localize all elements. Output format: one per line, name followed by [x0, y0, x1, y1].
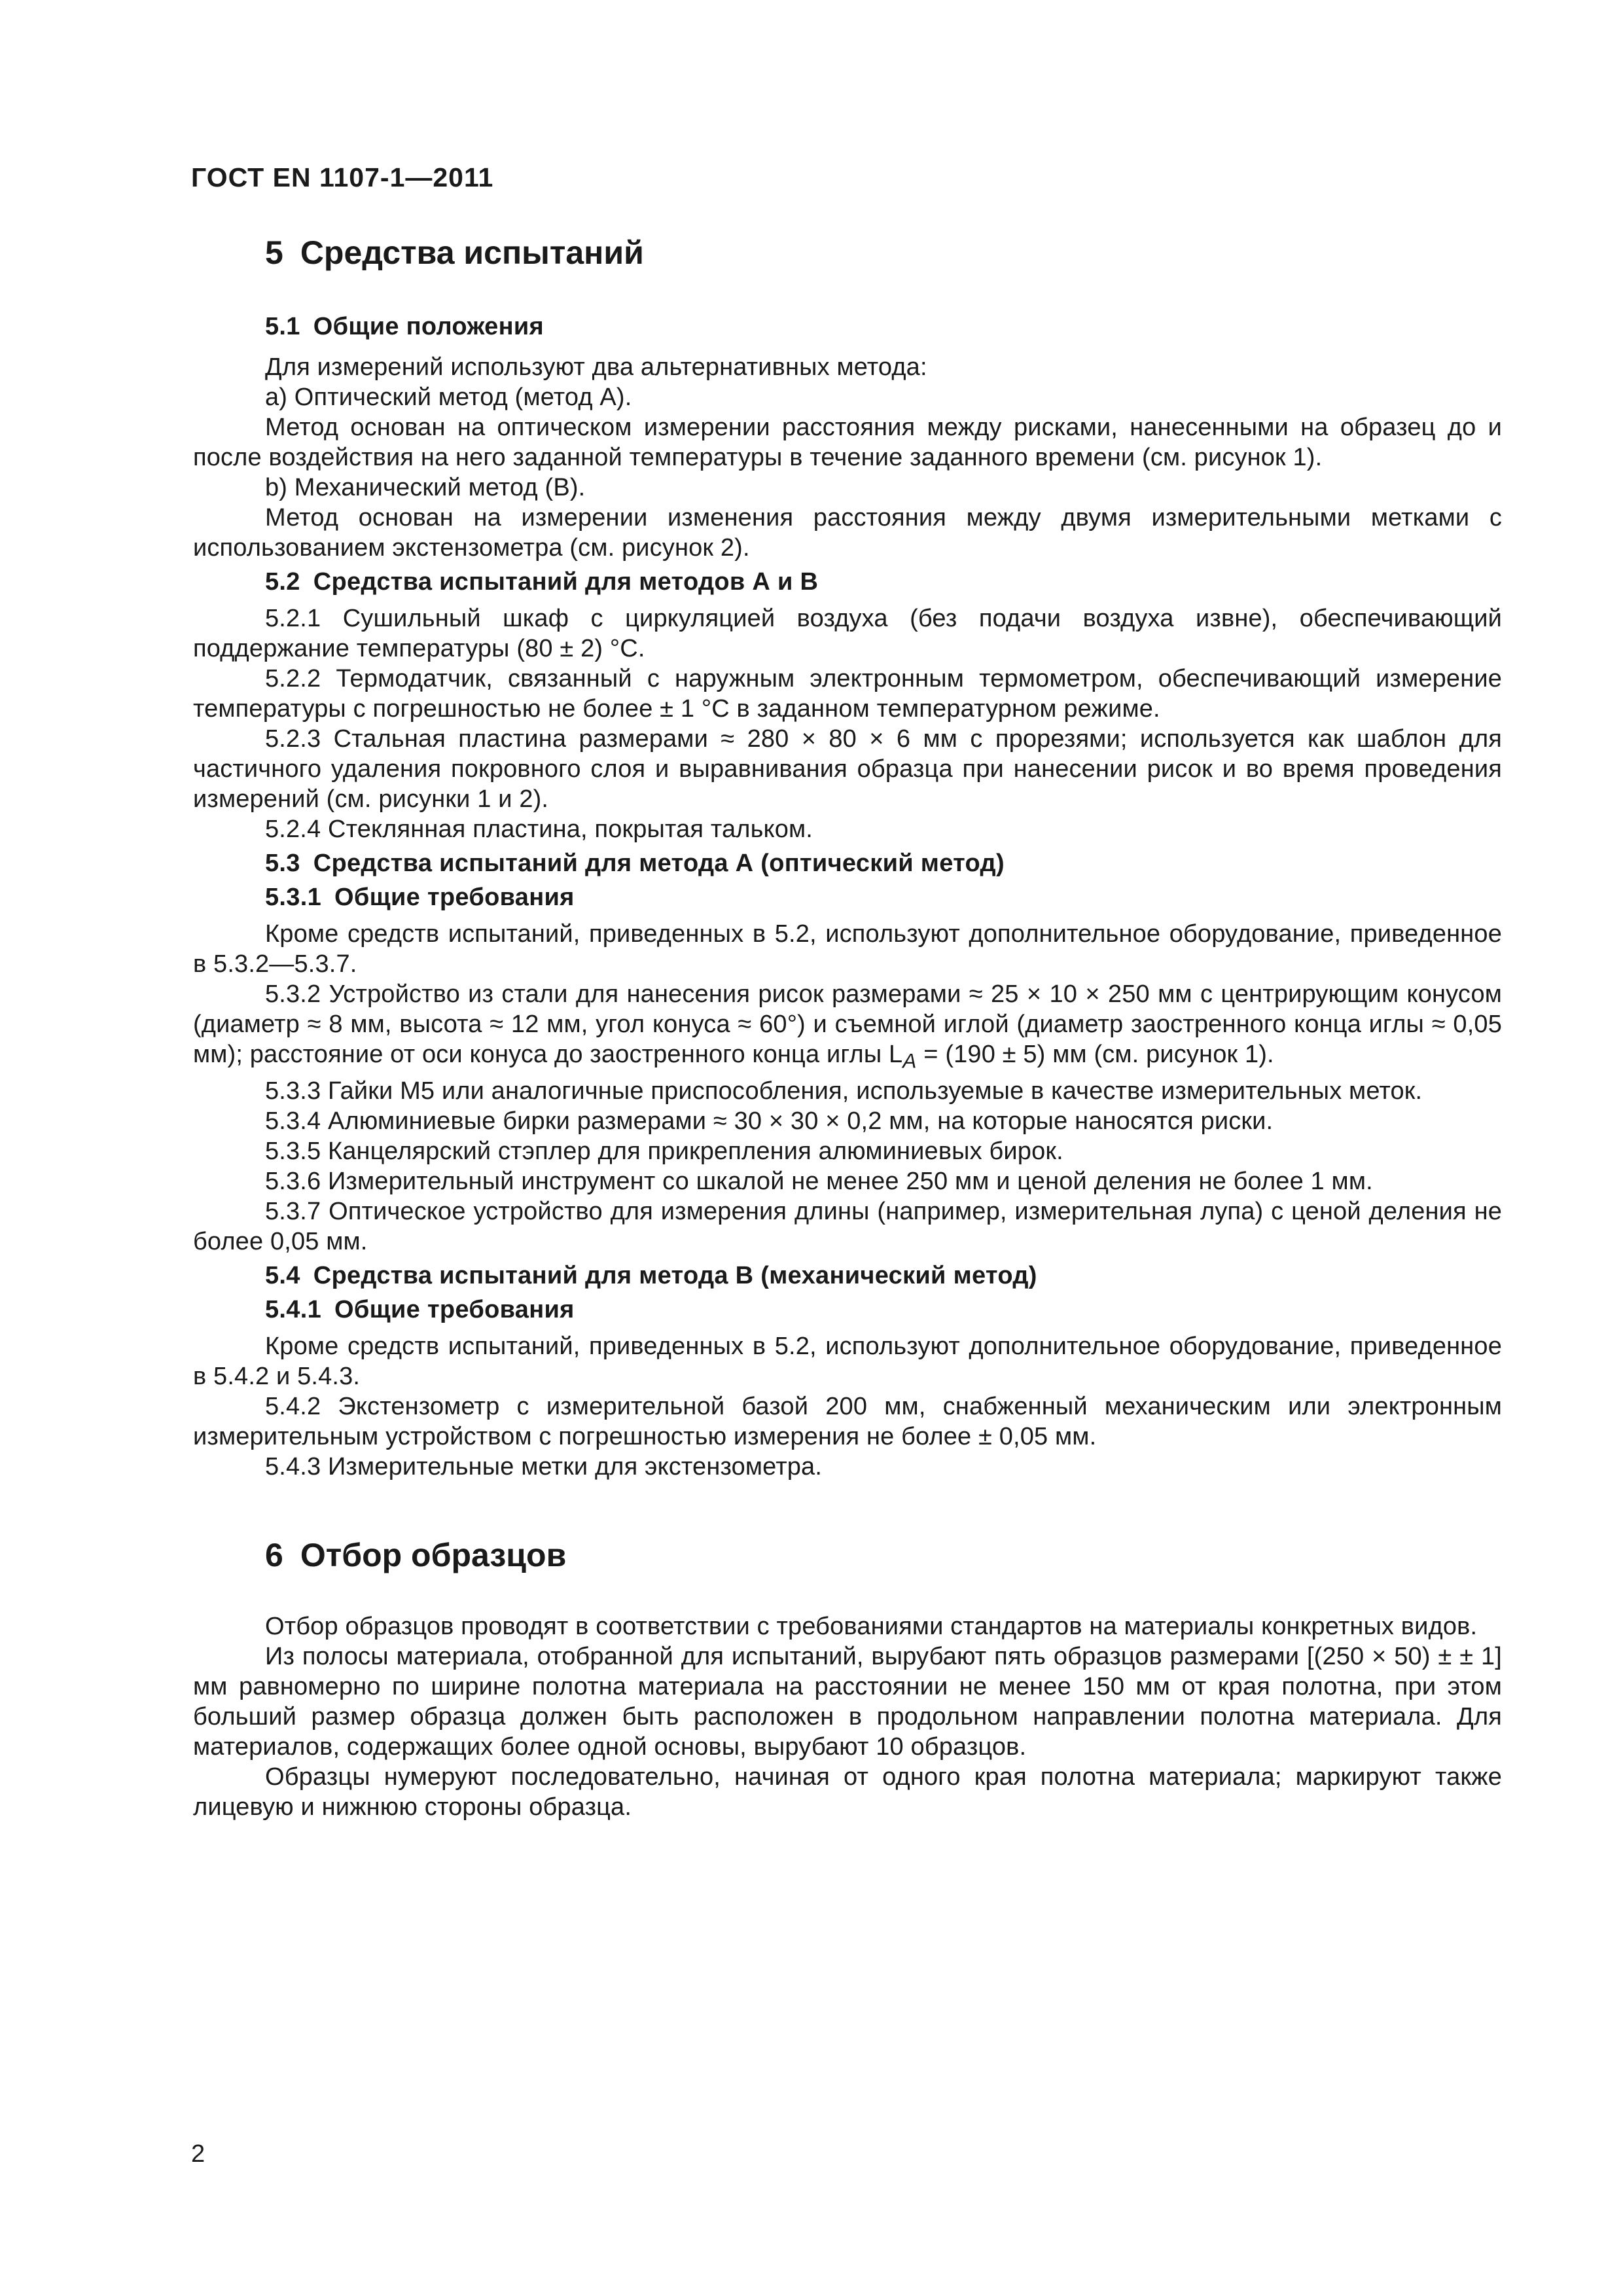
paragraph: 5.4.3 Измерительные метки для экстензометра.: [265, 1452, 823, 1480]
paragraph: 5.2.3 Стальная пластина размерами ≈ 280 × 80 × 6 мм с прорезями; используется как шаблон для частичного удаления покровного слоя и выравнивания образца при нанесении рисок и во время проведения измерений (см. рисунки 1 и 2).: [193, 725, 1502, 813]
paragraph: 5.3.3 Гайки М5 или аналогичные приспособления, используемые в качестве измерительных меток.: [265, 1077, 1423, 1105]
paragraph: 5.3.7 Оптическое устройство для измерения длины (например, измерительная лупа) с ценой деления не более 0,05 мм.: [193, 1197, 1502, 1255]
paragraph: Метод основан на оптическом измерении расстояния между рисками, нанесенными на образец до и после воздействия на него заданной температуры в течение заданного времени (см. рисунок 1).: [193, 414, 1502, 471]
subsection-title: Средства испытаний для метода А (оптический метод): [313, 850, 1005, 877]
paragraph: Отбор образцов проводят в соответствии с требованиями стандартов на материалы конкретных видов.: [265, 1612, 1478, 1640]
paragraph: 5.3.6 Измерительный инструмент со шкалой не менее 250 мм и ценой деления не более 1 мм.: [265, 1167, 1373, 1195]
paragraph: 5.2.2 Термодатчик, связанный с наружным электронным термометром, обеспечивающий измерение температуры с погрешностью не более ± 1 °С в заданном температурном режиме.: [193, 665, 1502, 723]
section-5-heading: [265, 229, 1502, 276]
section-number: 6: [265, 1536, 283, 1573]
paragraph: 5.4.2 Экстензометр с измерительной базой 200 мм, снабженный механическим или электронным измерительным устройством с погрешностью измерения не более ± 0,05 мм.: [193, 1392, 1502, 1450]
subsection-5-4-heading: [265, 1261, 1502, 1291]
subscript: A: [902, 1049, 917, 1073]
paragraph: Метод основан на измерении изменения расстояния между двумя измерительными метками с использованием экстензометра (см. рисунок 2).: [193, 504, 1502, 562]
paragraph: Для измерений используют два альтернативных метода:: [265, 353, 927, 381]
paragraph: Кроме средств испытаний, приведенных в 5.2, используют дополнительное оборудование, приведенное в 5.4.2 и 5.4.3.: [193, 1332, 1502, 1390]
subsection-number: 5.4.1: [265, 1295, 322, 1323]
subsection-5-3-heading: [265, 848, 1502, 878]
paragraph: 5.2.1 Сушильный шкаф с циркуляцией воздуха (без подачи воздуха извне), обеспечивающий поддержание температуры (80 ± 2) °С.: [193, 605, 1502, 662]
paragraph-text: 5.3.2 Устройство из стали для нанесения рисок размерами ≈ 25 × 10 × 250 мм с центрирующим конусом (диаметр ≈ 8 мм, высота ≈ 12 мм, угол конуса ≈ 60°) и съемной иглой (диаметр заостренного конца иглы ≈ 0,05 мм); расстояние от оси конуса до заостренного конца иглы L: [193, 980, 1502, 1068]
section-title: Средства испытаний: [300, 234, 644, 271]
subsection-title: Общие требования: [334, 1295, 575, 1323]
subsection-5-2-heading: [265, 567, 1502, 597]
list-item-a: a) Оптический метод (метод А).: [265, 384, 632, 411]
subsection-title: Средства испытаний для методов А и В: [313, 568, 819, 596]
subsection-number: 5.2: [265, 568, 300, 596]
section-6-heading: [265, 1532, 1502, 1579]
paragraph: 5.2.4 Стеклянная пластина, покрытая тальком.: [265, 816, 813, 843]
page-content: [193, 229, 1502, 1822]
subsection-title: Средства испытаний для метода В (механический метод): [313, 1261, 1037, 1289]
paragraph: Из полосы материала, отобранной для испытаний, вырубают пять образцов размерами [(250 × 50) ± ± 1] мм равномерно по ширине полотна материала на расстоянии не менее 150 мм от края полотна, при этом больший размер образца должен быть расположен в продольном направлении полотна материала. Для материалов, содержащих более одной основы, вырубают 10 образцов.: [193, 1642, 1502, 1761]
page-number: 2: [191, 2140, 205, 2168]
subsection-number: 5.4: [265, 1261, 300, 1289]
subsection-title: Общие положения: [313, 313, 544, 340]
paragraph-text-end: = (190 ± 5) мм (см. рисунок 1).: [916, 1041, 1274, 1068]
subsection-number: 5.3: [265, 850, 300, 877]
section-title: Отбор образцов: [300, 1536, 567, 1573]
paragraph: Образцы нумеруют последовательно, начиная от одного края полотна материала; маркируют также лицевую и нижнюю стороны образца.: [193, 1763, 1502, 1821]
subsection-5-1-heading: [265, 312, 1502, 342]
subsection-5-3-1-heading: [265, 882, 1502, 912]
paragraph: 5.3.5 Канцелярский стэплер для прикрепления алюминиевых бирок.: [265, 1137, 1063, 1165]
paragraph: Кроме средств испытаний, приведенных в 5.2, используют дополнительное оборудование, приведенное в 5.3.2—5.3.7.: [193, 920, 1502, 978]
section-number: 5: [265, 234, 283, 271]
paragraph-5-3-2: [193, 979, 1502, 1076]
subsection-number: 5.3.1: [265, 884, 322, 911]
paragraph: 5.3.4 Алюминиевые бирки размерами ≈ 30 × 30 × 0,2 мм, на которые наносятся риски.: [265, 1107, 1274, 1135]
standard-code: ГОСТ EN 1107-1—2011: [191, 162, 494, 192]
list-item-b: b) Механический метод (В).: [265, 474, 586, 501]
subsection-number: 5.1: [265, 313, 300, 340]
subsection-5-4-1-heading: [265, 1295, 1502, 1325]
subsection-title: Общие требования: [334, 884, 575, 911]
